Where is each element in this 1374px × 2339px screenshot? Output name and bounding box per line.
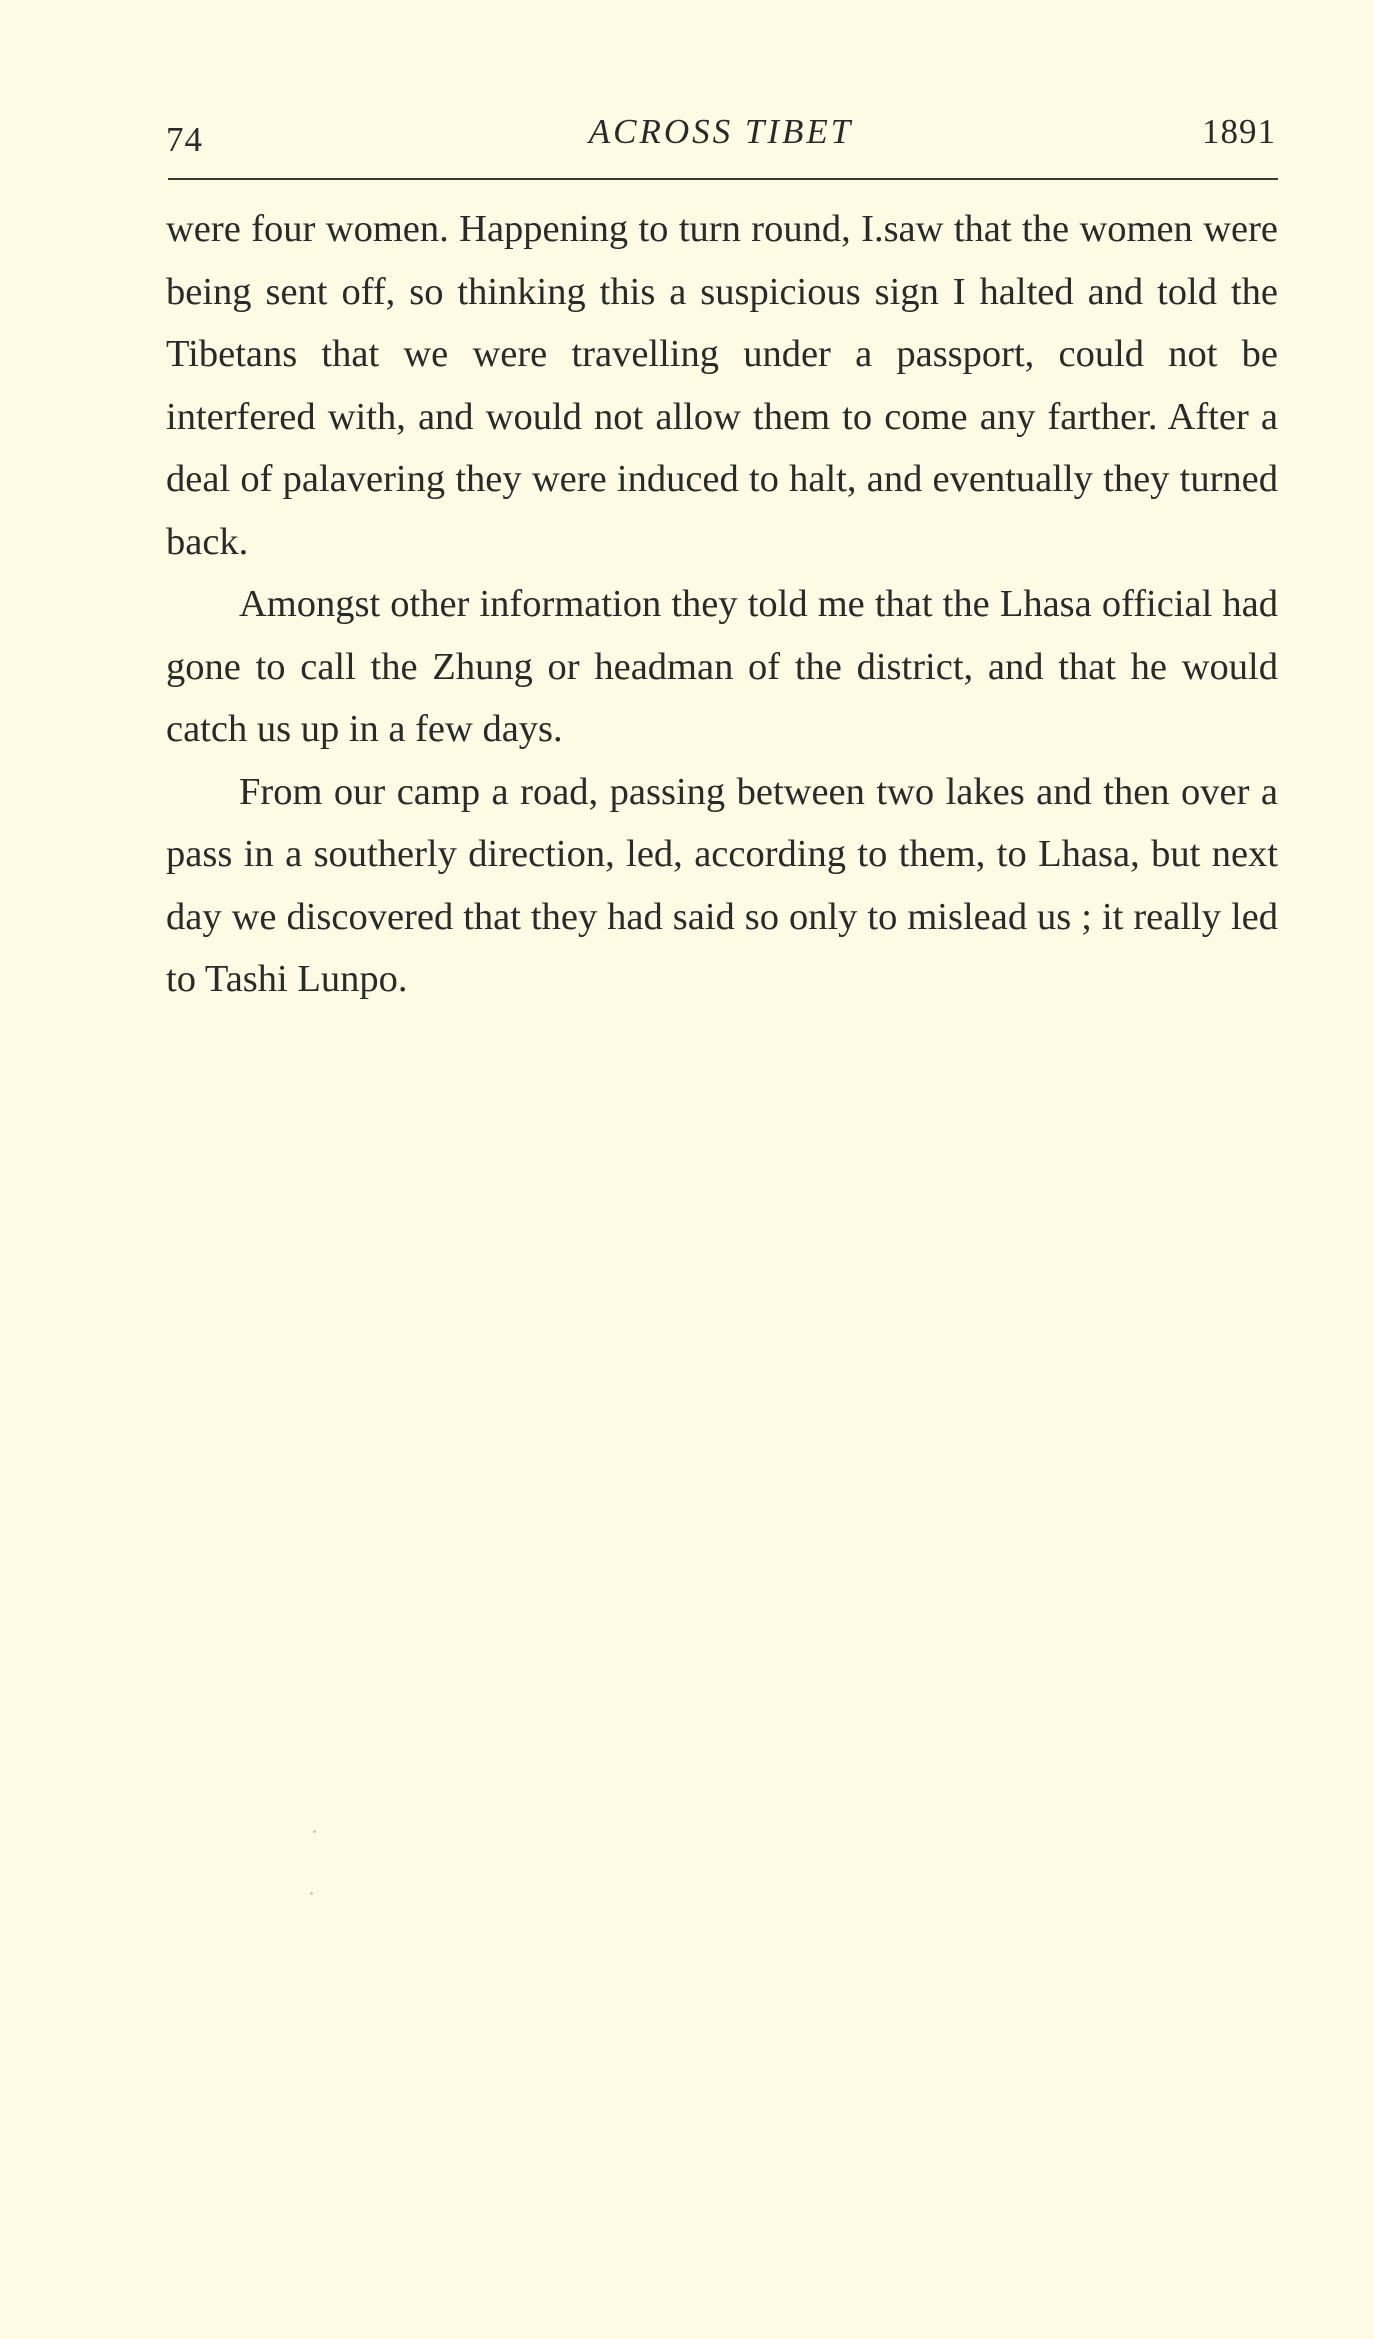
paragraph-3: From our camp a road, passing between two lakes and then over a pass in a southerly direction, led, according to them, to Lhasa, but next day we discovered that they had said so only to mislead us ; it really led to Tashi Lunpo. [166,770,1278,1000]
page-number: 74 [166,120,203,159]
running-year: 1891 [1202,112,1276,151]
body-text [166,198,1278,1011]
header-rule [168,178,1278,180]
running-head [166,112,1276,162]
paper-speck [310,1892,313,1895]
paragraph-2: Amongst other information they told me that the Lhasa official had gone to call the Zhung or headman of the district, and that he would catch us up in a few days. [166,583,1278,750]
running-title: ACROSS TIBET [588,112,854,151]
paragraph-1: were four women. Happening to turn round, I.saw that the women were being sent off, so thinking this a suspicious sign I halted and told the Tibetans that we were travelling under a passport, could not be interfered with, and would not allow them to come any farther. After a deal of palavering they were induced to halt, and eventually they turned back. [166,208,1278,563]
paper-speck [313,1830,316,1833]
